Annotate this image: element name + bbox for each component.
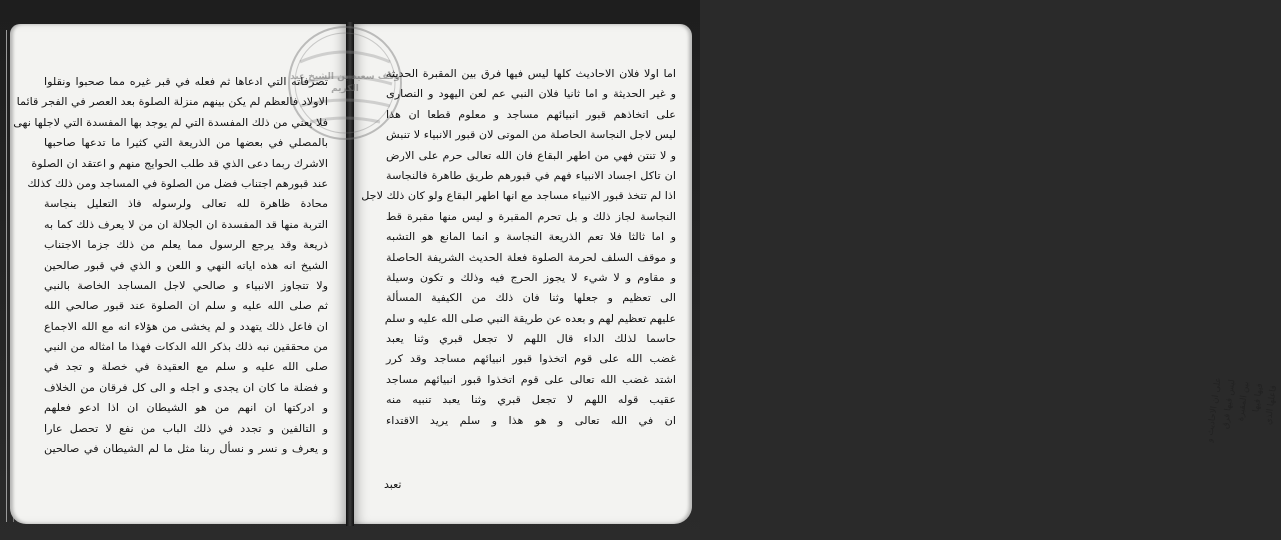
text-line: بالمصلي في بعضها من الذريعة التي كثيرا ما تدعها صاحبها	[44, 136, 328, 149]
text-line: ان فاعل ذلك يتهدد و لم يخشى من هؤلاء انه مع الله الاجماع	[44, 320, 328, 333]
text-line: ولا تتجاوز الانبياء و صالحي لاجل المساجد الخاصة بالنبي	[44, 279, 328, 292]
text-line: و مقاوم و لا شيء لا يجوز الحرج فيه وذلك و تكون وسيلة	[386, 271, 676, 284]
text-line: ثم صلى الله عليه و سلم ان الصلوة عند قبور صالحي الله	[44, 299, 328, 312]
text-line: الاشرك ربما دعى الذي قد طلب الحوايج منهم و اعتقد ان الصلوة	[31, 157, 328, 170]
text-line: على اتخاذهم قبور انبيائهم مساجد و معلوم قطعا ان هذا	[386, 108, 676, 121]
left-page-text	[13, 72, 328, 459]
text-line: و يعرف و نسر و نسأل ربنا مثل ما لم الشيطان في صالحين	[44, 442, 328, 455]
marginal-note-line: بين المقبرة	[1235, 380, 1252, 422]
text-line: التربة منها قد المفسدة ان الجلالة ان من لا يعرف ذلك كما به	[44, 218, 328, 231]
catchword: تعبد	[384, 478, 402, 491]
marginal-note-line: على ان الاحاديث و	[1204, 376, 1224, 443]
marginal-note-text	[1199, 377, 1281, 478]
marginal-note-line: فاعلها الذي	[1263, 384, 1280, 426]
seal-lettering: وقف سعيد بن الشيخ عبد الكريم	[290, 72, 400, 94]
text-line: اما اولا فلان الاحاديث كلها ليس فيها فرق بين المقبرة الحديثة	[386, 67, 676, 80]
text-line: الى تعظيم و جعلها وثنا فان ذلك من الكيفية المسألة	[386, 291, 676, 304]
marginal-note-line: فيها فيها	[1251, 382, 1266, 413]
text-line: صلى الله عليه و سلم مع العقيدة في خصلة و تجد في	[44, 361, 328, 374]
text-line: و غير الحديثة و اما ثانيا فلان النبي عم لعن اليهود و النصارى	[386, 87, 676, 100]
text-line: من محققين نبه ذلك بذكر الله الدكات فهذا ما امثاله من النبي	[44, 340, 328, 353]
text-line: تصرفاته التي ادعاها ثم فعله في قبر غيره مما صحبوا ونقلوا	[44, 75, 328, 88]
text-line: فلا يعني من ذلك المفسدة التي لم يوجد بها المفسدة التي لاجلها نهى	[13, 116, 328, 129]
text-line: الشيخ انه هذه اياته النهي و اللعن و الذي في قبور صالحين	[44, 259, 328, 272]
marginal-note	[598, 192, 1280, 443]
text-line: و فضلة ما كان ان يجدى و اجله و الى كل فرقان من الخلاف	[44, 381, 328, 394]
text-line: عند قبورهم اجتناب فضل من الصلوة في المساجد ومن ذلك كذلك	[27, 177, 328, 190]
text-line: ليس لاجل النجاسة الحاصلة من الموتى لان قبور الانبياء لا تنبش	[386, 128, 676, 141]
text-line: غضب الله على قوم اتخذوا قبور انبيائهم مساجد وقد كرر	[386, 353, 676, 366]
text-line: عليهم تعظيم لهم و بعده عن طريقة النبي صلى الله عليه و سلم	[384, 312, 676, 325]
text-line: ان في الله تعالى و هو هذا و سلم يريد الاقتداء	[386, 414, 676, 427]
text-line: ذريعة وقد يرجع الرسول مما يعلم من ذلك جزما الاجتناب	[44, 238, 328, 251]
text-line: و ادركتها ان انهم من هو الشيطان ان اذا ادعو فعلهم	[44, 401, 328, 414]
text-line: و التالفين و تجدد في ذلك الباب من نفع لا تحصل عارا	[44, 422, 328, 435]
text-line: ان تاكل اجساد الانبياء فهم في قبورهم طريق طاهرة فالنجاسة	[386, 169, 676, 182]
marginal-note-line: ليس فيها فرق	[1220, 378, 1238, 430]
text-line: و لا تنتن فهي من اطهر البقاع فان الله تعالى حرم على الارض	[386, 149, 676, 162]
text-line: اشتد غضب الله تعالى على قوم اتخذوا قبور انبيائهم مساجد	[386, 373, 676, 386]
text-line: الاولاد فالعظم لم يكن بينهم منزلة الصلوة بعد العصر في الفجر قائما	[16, 95, 328, 108]
text-line: و موقف السلف لحرمة الصلوة فعلة الحديث الشريفة الحاصلة	[386, 251, 676, 264]
text-line: محادة ظاهرة لله تعالى ولرسوله فاذ التعليل بنجاسة	[44, 197, 328, 210]
text-line: و اما ثالثا فلا تعم الذريعة النجاسة و انما المانع هو التشبه	[386, 230, 676, 243]
text-line: اذا لم تتخذ قبور الانبياء مساجد مع انها اطهر البقاع ولو كان ذلك لاجل	[361, 189, 676, 202]
text-line: النجاسة لجاز ذلك و بل تحرم المقبرة و ليس منها مقبرة قط	[386, 210, 676, 223]
text-line: حاسما لذلك الداء قال اللهم لا تجعل قبري وثنا يعبد	[386, 332, 676, 345]
text-line: عقيب قوله اللهم لا تجعل قبري وثنا يعبد تنبيه منه	[386, 393, 676, 406]
